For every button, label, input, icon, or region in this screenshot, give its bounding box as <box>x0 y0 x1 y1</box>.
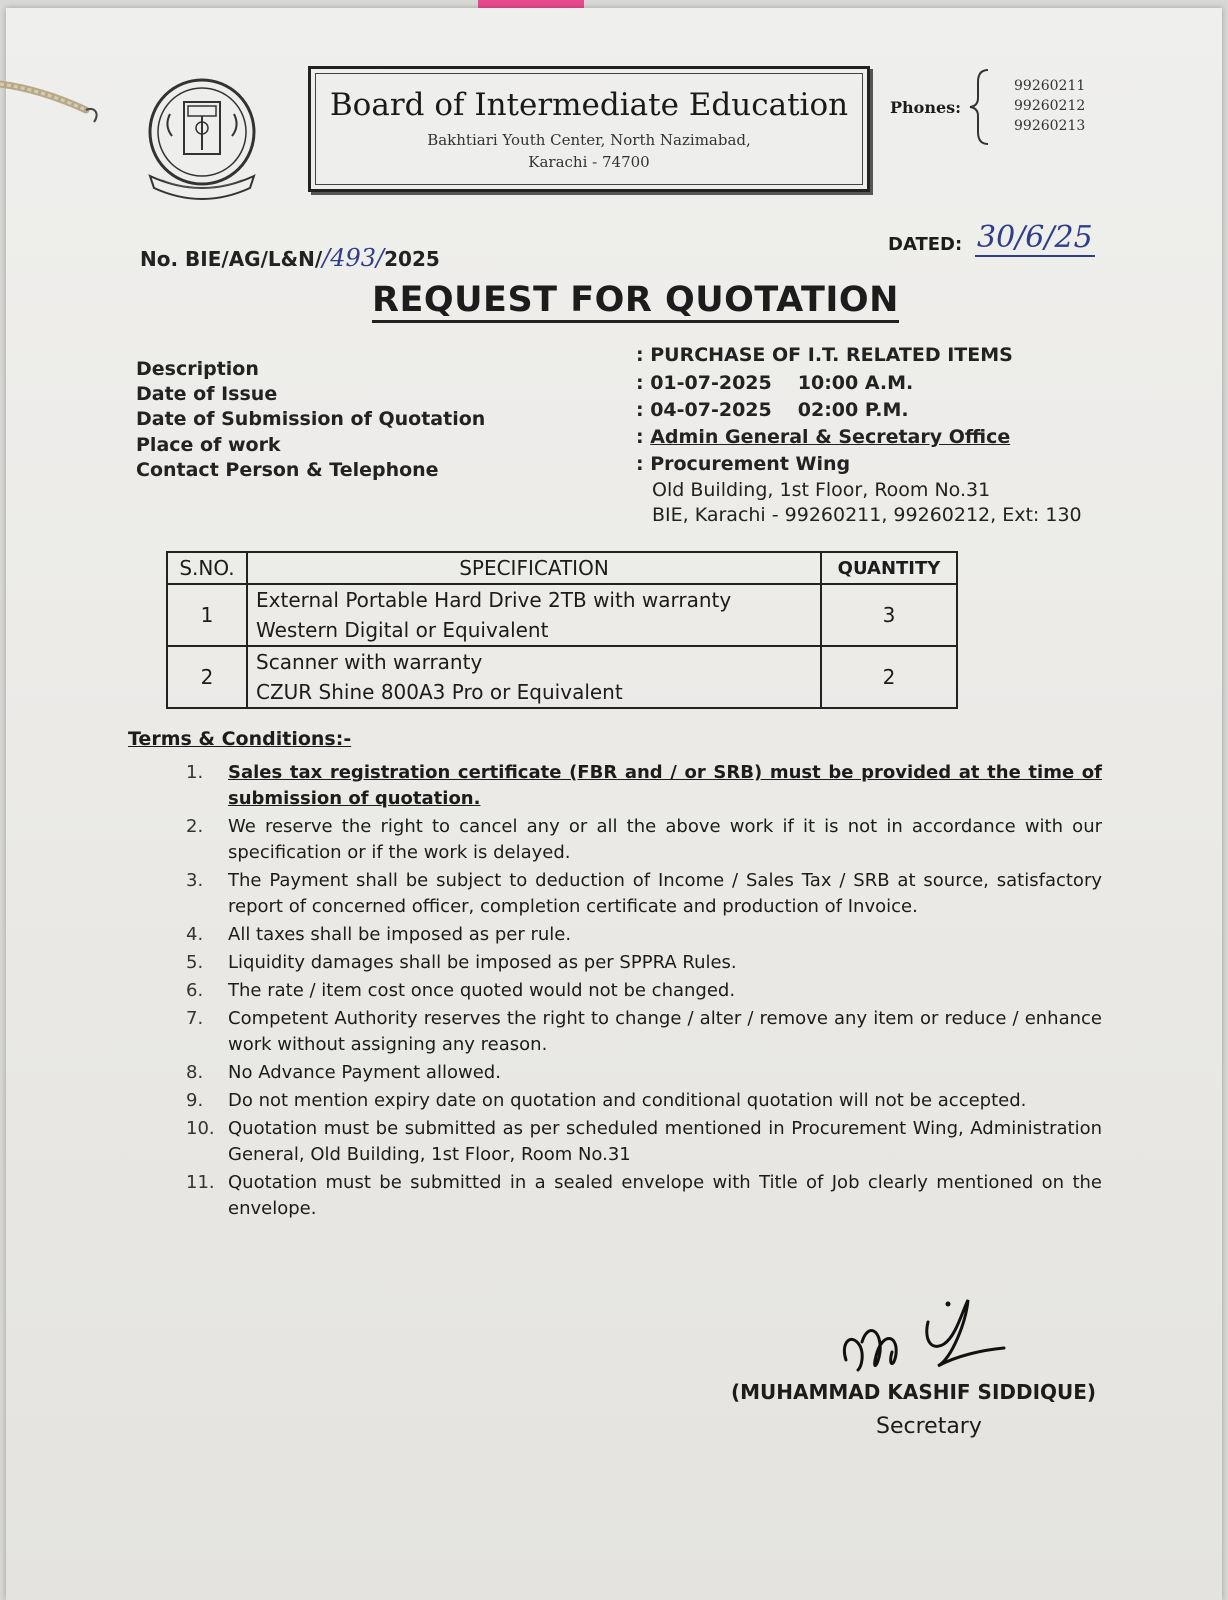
list-item <box>186 1088 1102 1114</box>
place-prefix: : <box>636 426 651 448</box>
reference-prefix: No. BIE/AG/L&N/ <box>140 247 323 271</box>
reference-handwritten-number: /493/ <box>322 244 385 272</box>
header-sno: S.NO. <box>167 552 247 584</box>
term-number: 8. <box>186 1062 204 1083</box>
table-row <box>167 646 957 708</box>
contact-line-2: Old Building, 1st Floor, Room No.31 <box>652 479 991 501</box>
terms-list <box>186 760 1102 1224</box>
submission-date: : 04-07-2025 <box>636 399 772 421</box>
term-number: 2. <box>186 816 204 837</box>
term-text: Do not mention expiry date on quotation and conditional quotation will not be accepted. <box>228 1090 1027 1111</box>
handwritten-signature-icon <box>832 1282 1032 1392</box>
term-text: The Payment shall be subject to deduction of Income / Sales Tax / SRB at source, satisfactory report of concerned officer, completion certificate and production of Invoice. <box>228 870 1102 917</box>
list-item <box>186 950 1102 976</box>
terms-heading: Terms & Conditions:- <box>128 728 352 750</box>
term-number: 5. <box>186 952 204 973</box>
spec-line-1: Scanner with warranty <box>256 650 483 674</box>
issue-date-label: Date of Issue <box>136 383 278 405</box>
term-text: Sales tax registration certificate (FBR and / or SRB) must be provided at the time of submission of quotation. <box>228 762 1102 809</box>
spec-line-2: CZUR Shine 800A3 Pro or Equivalent <box>256 680 623 704</box>
term-number: 3. <box>186 870 204 891</box>
phone-number-1: 99260211 <box>1014 78 1086 94</box>
row-sno: 1 <box>167 584 247 646</box>
contact-line-3: BIE, Karachi - 99260211, 99260212, Ext: 130 <box>652 504 1082 526</box>
description-value: : PURCHASE OF I.T. RELATED ITEMS <box>636 344 1013 366</box>
list-item <box>186 868 1102 920</box>
header-quantity: QUANTITY <box>821 552 957 584</box>
spec-line-2: Western Digital or Equivalent <box>256 618 549 642</box>
term-text: Liquidity damages shall be imposed as per SPPRA Rules. <box>228 952 737 973</box>
spec-line-1: External Portable Hard Drive 2TB with warranty <box>256 588 732 612</box>
header-specification: SPECIFICATION <box>247 552 821 584</box>
row-sno: 2 <box>167 646 247 708</box>
term-text: All taxes shall be imposed as per rule. <box>228 924 572 945</box>
issue-date-value <box>636 372 913 394</box>
term-text: We reserve the right to cancel any or all the above work if it is not in accordance with our specification or if the work is delayed. <box>228 816 1102 863</box>
signatory-title: Secretary <box>876 1414 982 1439</box>
reference-number <box>140 244 440 272</box>
organization-address-line1: Bakhtiari Youth Center, North Nazimabad, <box>427 131 751 149</box>
list-item <box>186 922 1102 948</box>
term-text: Quotation must be submitted as per scheduled mentioned in Procurement Wing, Administration General, Old Building, 1st Floor, Room No.31 <box>228 1118 1102 1165</box>
list-item <box>186 1116 1102 1168</box>
row-quantity: 2 <box>821 646 957 708</box>
submission-date-value <box>636 399 909 421</box>
organization-name: Board of Intermediate Education <box>329 87 849 123</box>
submission-date-label: Date of Submission of Quotation <box>136 408 486 430</box>
curly-brace-icon <box>966 68 992 146</box>
term-number: 9. <box>186 1090 204 1111</box>
list-item <box>186 978 1102 1004</box>
place-of-work-value <box>636 426 1010 448</box>
list-item <box>186 1006 1102 1058</box>
term-text: Competent Authority reserves the right to change / alter / remove any item or reduce / enhance work without assigning any reason. <box>228 1008 1102 1055</box>
term-number: 6. <box>186 980 204 1001</box>
signatory-name: (MUHAMMAD KASHIF SIDDIQUE) <box>731 1380 1097 1404</box>
binding-string-icon <box>0 70 110 130</box>
contact-line-1: : Procurement Wing <box>636 453 851 475</box>
organization-address-line2: Karachi - 74700 <box>528 153 650 171</box>
phone-number-2: 99260212 <box>1014 98 1086 114</box>
term-number: 10. <box>186 1118 215 1139</box>
term-number: 4. <box>186 924 204 945</box>
phones-label: Phones: <box>890 98 962 117</box>
row-specification <box>247 646 821 708</box>
term-number: 7. <box>186 1008 204 1029</box>
reference-year: 2025 <box>384 247 440 271</box>
term-text: No Advance Payment allowed. <box>228 1062 501 1083</box>
list-item <box>186 760 1102 812</box>
term-text: The rate / item cost once quoted would not be changed. <box>228 980 736 1001</box>
issue-date: : 01-07-2025 <box>636 372 772 394</box>
submission-time: 02:00 P.M. <box>797 399 909 421</box>
term-number: 11. <box>186 1172 215 1193</box>
contact-person-label: Contact Person & Telephone <box>136 459 439 481</box>
board-seal-logo-icon <box>142 76 262 206</box>
dated-label: DATED: <box>888 234 963 255</box>
list-item <box>186 1060 1102 1086</box>
table-header-row <box>167 552 957 584</box>
dated-handwritten-value: 30/6/25 <box>977 220 1093 255</box>
row-specification <box>247 584 821 646</box>
term-text: Quotation must be submitted in a sealed envelope with Title of Job clearly mentioned on the envelope. <box>228 1172 1102 1219</box>
specification-table <box>166 551 958 709</box>
place-of-work-label: Place of work <box>136 434 281 456</box>
row-quantity: 3 <box>821 584 957 646</box>
place-of-work-text: Admin General & Secretary Office <box>650 426 1011 448</box>
table-row <box>167 584 957 646</box>
description-label: Description <box>136 358 259 380</box>
list-item <box>186 1170 1102 1222</box>
issue-time: 10:00 A.M. <box>797 372 914 394</box>
list-item <box>186 814 1102 866</box>
phone-number-3: 99260213 <box>1014 118 1086 134</box>
document-title: REQUEST FOR QUOTATION <box>372 280 899 323</box>
term-number: 1. <box>186 762 204 783</box>
letterhead-box <box>308 66 870 192</box>
